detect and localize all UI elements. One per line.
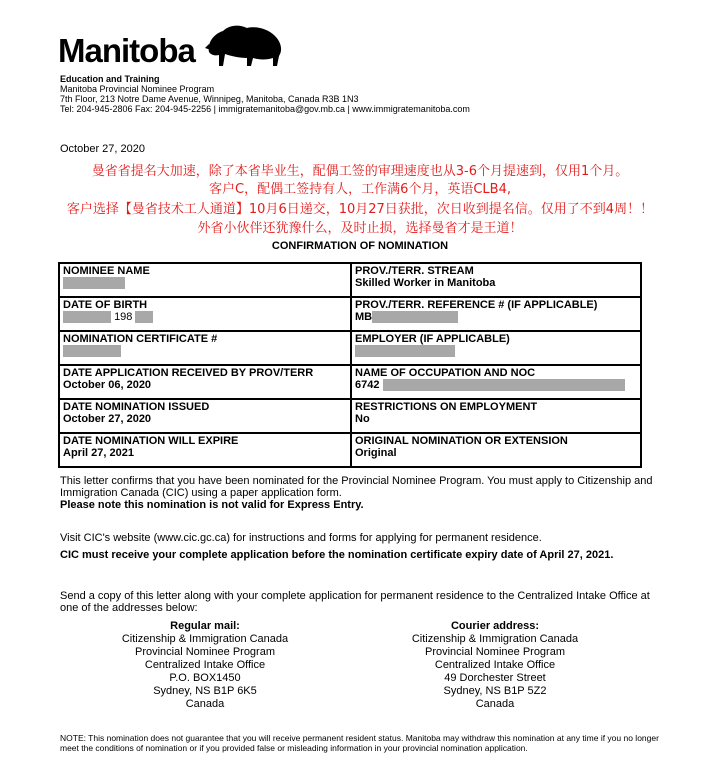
stream-label: PROV./TERR. STREAM <box>355 265 474 277</box>
send-copy-text: Send a copy of this letter along with your complete application for permanent residence to the Centralized Intake Office at one of the addresses below: <box>60 590 650 614</box>
address-line: Citizenship & Immigration Canada <box>121 633 289 645</box>
department-name: Education and Training <box>60 74 160 84</box>
expire-value: April 27, 2021 <box>63 447 134 459</box>
regular-mail-address <box>95 620 315 711</box>
dob-label: DATE OF BIRTH <box>63 299 148 311</box>
expire-label: DATE NOMINATION WILL EXPIRE <box>63 435 239 447</box>
restrictions-label: RESTRICTIONS ON EMPLOYMENT <box>355 401 538 413</box>
manitoba-logo <box>58 22 288 72</box>
dob-value <box>63 311 347 323</box>
redaction-block <box>63 277 125 289</box>
cic-website-text: Visit CIC's website (www.cic.gc.ca) for instructions and forms for applying for permanent residence. <box>60 532 542 544</box>
redaction-block <box>135 311 153 323</box>
confirmation-title: CONFIRMATION OF NOMINATION <box>271 240 449 252</box>
paragraph-confirmation <box>60 475 660 511</box>
occupation-label: NAME OF OCCUPATION AND NOC <box>355 367 536 379</box>
express-entry-note: Please note this nomination is not valid for Express Entry. <box>60 499 364 511</box>
table-row <box>59 433 641 467</box>
overlay-note-line-4: 外省小伙伴还犹豫什么，及时止损，选择曼省才是王道！ <box>197 221 523 236</box>
table-row <box>59 365 641 399</box>
address-line: Canada <box>475 698 515 710</box>
certificate-cell <box>59 331 351 365</box>
app-received-value: October 06, 2020 <box>63 379 152 391</box>
contact-info: Tel: 204-945-2806 Fax: 204-945-2256 | immigratemanitoba@gov.mb.ca | www.immigratemanitoba.com <box>60 104 470 114</box>
overlay-note-line-3: 客户选择【曼省技术工人通道】10月6日递交，10月27日获批，次日收到提名信。仅用了不到4周！！ <box>66 202 654 217</box>
table-row <box>59 297 641 331</box>
address-line: Provincial Nominee Program <box>425 646 565 658</box>
issued-cell <box>59 399 351 433</box>
issued-label: DATE NOMINATION ISSUED <box>63 401 210 413</box>
address-line: Sydney, NS B1P 6K5 <box>153 685 257 697</box>
original-label: ORIGINAL NOMINATION OR EXTENSION <box>355 435 568 447</box>
overlay-note-line-2: 客户C，配偶工签持有人，工作满6个月，英语CLB4, <box>209 182 511 197</box>
address-line: P.O. BOX1450 <box>169 672 241 684</box>
address-line: Canada <box>185 698 225 710</box>
footnote: NOTE: This nomination does not guarantee that you will receive permanent resident status. Manitoba may withdraw this nomination at any time if you no longer meet the conditions of nomination or if you provided false or misleading information in your provincial nomination application. <box>60 733 659 753</box>
nominee-name-label: NOMINEE NAME <box>63 265 150 277</box>
reference-cell <box>351 297 641 331</box>
redaction-block <box>355 345 455 357</box>
table-row <box>59 331 641 365</box>
bison-icon <box>203 22 288 72</box>
app-received-label: DATE APPLICATION RECEIVED BY PROV/TERR <box>63 367 314 379</box>
expiry-deadline-bold: CIC must receive your complete application before the nomination certificate expiry date of April 27, 2021. <box>60 549 614 561</box>
original-value: Original <box>355 447 397 459</box>
address-line: 49 Dorchester Street <box>444 672 546 684</box>
original-cell <box>351 433 641 467</box>
address-line: Provincial Nominee Program <box>135 646 275 658</box>
program-name: Manitoba Provincial Nominee Program <box>60 84 215 94</box>
nominee-name-cell <box>59 263 351 297</box>
reference-value <box>355 311 637 323</box>
redaction-block <box>63 311 111 323</box>
office-address: 7th Floor, 213 Notre Dame Avenue, Winnipeg, Manitoba, Canada R3B 1N3 <box>60 94 359 104</box>
noc-code: 6742 <box>355 379 380 391</box>
logo-wordmark: Manitoba <box>58 32 195 69</box>
restrictions-cell <box>351 399 641 433</box>
regular-mail-heading: Regular mail: <box>170 620 240 632</box>
occupation-cell <box>351 365 641 399</box>
redaction-block <box>372 311 458 323</box>
stream-cell <box>351 263 641 297</box>
nomination-table <box>58 262 642 468</box>
address-line: Centralized Intake Office <box>434 659 556 671</box>
dob-year-prefix: 198 <box>114 311 133 323</box>
letterhead <box>60 74 470 114</box>
letter-date: October 27, 2020 <box>60 143 146 155</box>
courier-heading: Courier address: <box>450 620 540 632</box>
certificate-label: NOMINATION CERTIFICATE # <box>63 333 218 345</box>
issued-value: October 27, 2020 <box>63 413 152 425</box>
redaction-block <box>383 379 625 391</box>
dob-cell <box>59 297 351 331</box>
stream-value: Skilled Worker in Manitoba <box>355 277 496 289</box>
address-line: Centralized Intake Office <box>144 659 266 671</box>
employer-cell <box>351 331 641 365</box>
address-line: Sydney, NS B1P 5Z2 <box>443 685 547 697</box>
address-line: Citizenship & Immigration Canada <box>411 633 579 645</box>
app-received-cell <box>59 365 351 399</box>
courier-address <box>385 620 605 711</box>
confirmation-text: This letter confirms that you have been nominated for the Provincial Nominee Program. You must apply to Citizenship and Immigration Canada (CIC) using a paper application form. <box>60 475 653 499</box>
expiry-deadline-text <box>60 549 660 561</box>
restrictions-value: No <box>355 413 370 425</box>
expire-cell <box>59 433 351 467</box>
reference-label: PROV./TERR. REFERENCE # (IF APPLICABLE) <box>355 299 598 311</box>
table-row <box>59 399 641 433</box>
employer-label: EMPLOYER (IF APPLICABLE) <box>355 333 510 345</box>
reference-prefix: MB <box>355 311 373 323</box>
overlay-note-line-1: 曼省省提名大加速，除了本省毕业生，配偶工签的审理速度也从3-6个月提速到，仅用1个月。 <box>91 164 629 179</box>
redaction-block <box>63 345 121 357</box>
occupation-value <box>355 379 637 391</box>
table-row <box>59 263 641 297</box>
